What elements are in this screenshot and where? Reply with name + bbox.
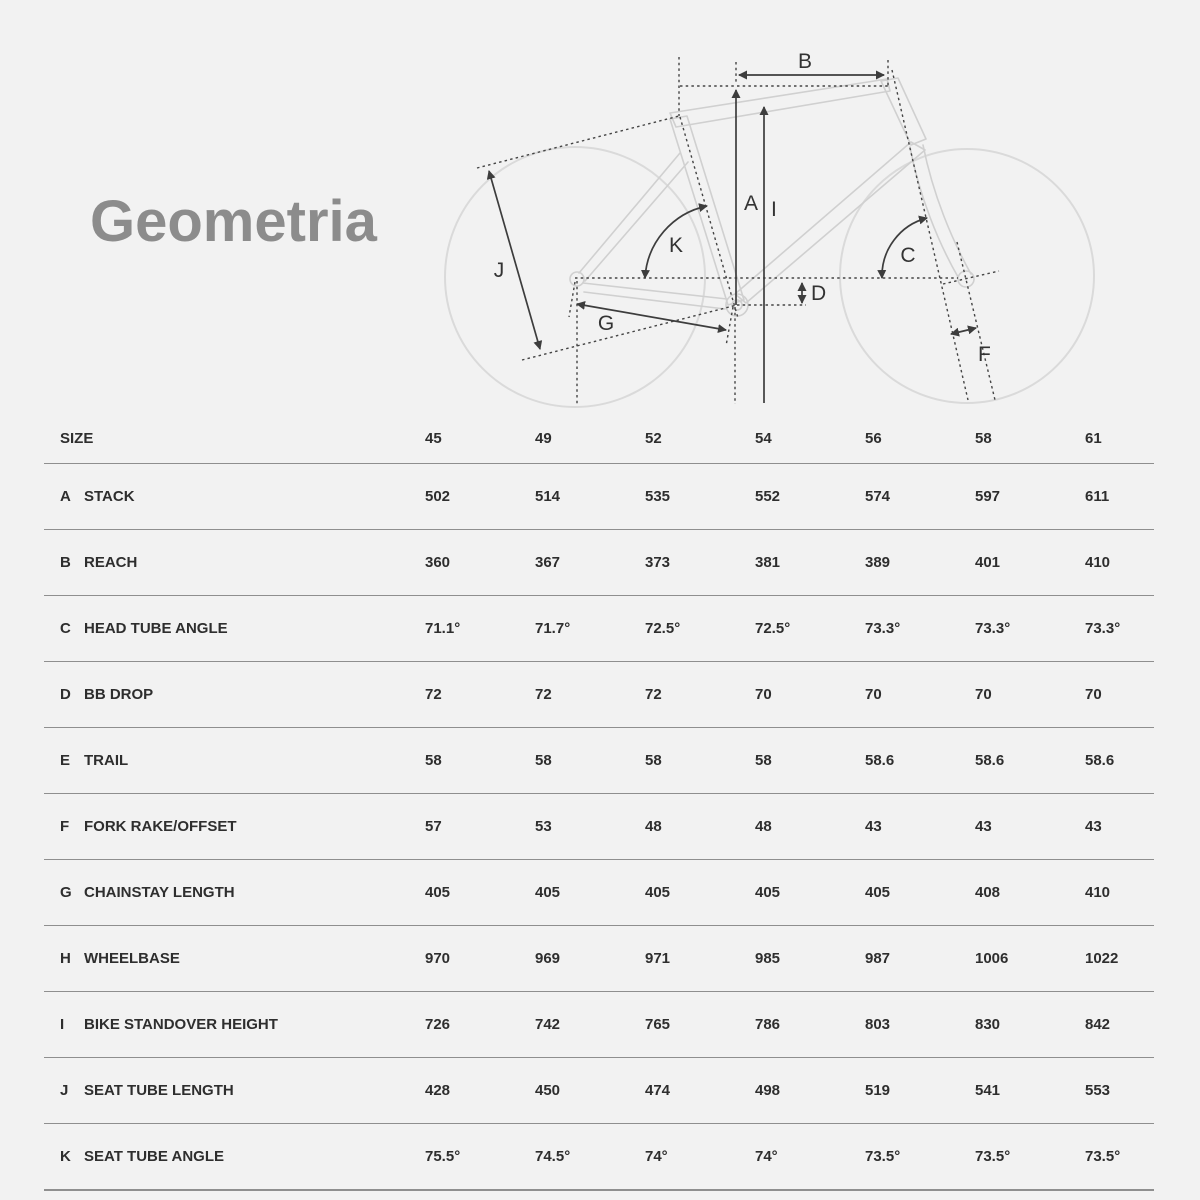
chainstay-left-tick: [569, 282, 575, 317]
size-column-58: 58: [975, 429, 992, 447]
row-label-cell: [44, 1148, 425, 1165]
geometry-value: 57: [425, 818, 442, 835]
geometry-value: 405: [535, 884, 561, 901]
row-key: I: [60, 1016, 65, 1033]
bike-geometry-diagram: [0, 0, 1200, 420]
row-label: BIKE STANDOVER HEIGHT: [84, 1016, 278, 1033]
row-key: J: [60, 1082, 69, 1099]
geometry-value: 786: [755, 1016, 781, 1033]
frame-outline: [570, 78, 974, 316]
geometry-value: 43: [975, 818, 992, 835]
table-row: [44, 595, 1154, 661]
geometry-value: 803: [865, 1016, 891, 1033]
size-column-49: 49: [535, 429, 552, 447]
size-header-label: SIZE: [60, 429, 94, 447]
geometry-value: 373: [645, 554, 671, 571]
table-row: [44, 529, 1154, 595]
geometry-value: 72: [425, 686, 442, 703]
geometry-value: 410: [1085, 884, 1111, 901]
row-label-cell: [44, 686, 425, 703]
size-column-45: 45: [425, 429, 442, 447]
geometry-value: 74°: [755, 1148, 778, 1165]
row-key: D: [60, 686, 71, 703]
geometry-value: 72: [535, 686, 552, 703]
geometry-value: 553: [1085, 1082, 1111, 1099]
geometry-value: 498: [755, 1082, 781, 1099]
geometry-value: 611: [1085, 488, 1110, 505]
geometry-value: 519: [865, 1082, 891, 1099]
table-row: [44, 925, 1154, 991]
geometry-value: 70: [975, 686, 992, 703]
table-header-row: [44, 413, 1154, 463]
geometry-value: 405: [425, 884, 451, 901]
geometry-value: 72.5°: [755, 620, 791, 637]
geometry-value: 71.7°: [535, 620, 571, 637]
row-label: WHEELBASE: [84, 950, 180, 967]
row-key: B: [60, 554, 71, 571]
row-label: STACK: [84, 488, 135, 505]
label-G: G: [597, 312, 615, 335]
table-row: [44, 991, 1154, 1057]
row-label: REACH: [84, 554, 138, 571]
geometry-value: 514: [535, 488, 561, 505]
steering-axis-line: [892, 70, 968, 400]
geometry-value: 742: [535, 1016, 561, 1033]
geometry-value: 73.3°: [1085, 620, 1121, 637]
table-row: [44, 793, 1154, 859]
geometry-value: 73.3°: [865, 620, 901, 637]
geometry-value: 72: [645, 686, 662, 703]
row-label: BB DROP: [84, 686, 154, 703]
wheel-outlines: [445, 147, 1094, 407]
row-label-cell: [44, 884, 425, 901]
row-label: FORK RAKE/OFFSET: [84, 818, 237, 835]
geometry-value: 58: [755, 752, 772, 769]
geometry-value: 541: [975, 1082, 1001, 1099]
geometry-value: 597: [975, 488, 1001, 505]
geometry-value: 405: [865, 884, 891, 901]
geometry-value: 70: [755, 686, 772, 703]
geometry-value: 474: [645, 1082, 671, 1099]
geometry-value: 48: [755, 818, 772, 835]
seat-axis-line: [680, 117, 738, 318]
geometry-value: 502: [425, 488, 451, 505]
geometry-value: 72.5°: [645, 620, 681, 637]
geometry-value: 73.5°: [1085, 1148, 1121, 1165]
geometry-value: 428: [425, 1082, 451, 1099]
geometry-value: 58: [425, 752, 442, 769]
geometry-value: 1006: [975, 950, 1009, 967]
geometry-value: 985: [755, 950, 781, 967]
fork-blade-left: [910, 147, 958, 277]
row-label-cell: [44, 620, 425, 637]
geometry-value: 970: [425, 950, 451, 967]
geometry-value: 73.5°: [975, 1148, 1011, 1165]
geometry-value: 574: [865, 488, 891, 505]
seat-stay-lower: [585, 162, 688, 281]
row-label-cell: [44, 950, 425, 967]
geometry-value: 53: [535, 818, 552, 835]
geometry-value: 367: [535, 554, 561, 571]
row-label: TRAIL: [84, 752, 129, 769]
diagram-labels: [494, 50, 991, 366]
front-wheel: [840, 149, 1094, 403]
geometry-value: 381: [755, 554, 781, 571]
geometry-value: 70: [1085, 686, 1102, 703]
geometry-value: 58.6: [1085, 752, 1115, 769]
geometry-value: 401: [975, 554, 1001, 571]
construction-lines: [477, 57, 999, 404]
geometry-value: 971: [645, 950, 671, 967]
size-column-52: 52: [645, 429, 662, 447]
label-I: I: [771, 198, 777, 221]
row-key: H: [60, 950, 71, 967]
geometry-value: 765: [645, 1016, 671, 1033]
geometry-value: 73.3°: [975, 620, 1011, 637]
geometry-value: 74.5°: [535, 1148, 571, 1165]
label-A: A: [744, 192, 759, 215]
size-column-61: 61: [1085, 429, 1102, 447]
geometry-value: 405: [755, 884, 781, 901]
geometry-value: 552: [755, 488, 781, 505]
table-row: [44, 859, 1154, 925]
table-row: [44, 1123, 1154, 1189]
geometry-value: 969: [535, 950, 561, 967]
row-label: SEAT TUBE LENGTH: [84, 1082, 234, 1099]
row-key: K: [60, 1148, 71, 1165]
row-label-cell: [44, 818, 425, 835]
geometry-value: 360: [425, 554, 451, 571]
geometry-value: 58.6: [865, 752, 895, 769]
rear-axle: [570, 272, 584, 286]
geometry-value: 71.1°: [425, 620, 461, 637]
geometry-value: 48: [645, 818, 662, 835]
row-key: C: [60, 620, 71, 637]
label-K: K: [668, 234, 684, 257]
size-column-56: 56: [865, 429, 882, 447]
geometry-value: 726: [425, 1016, 451, 1033]
row-key: E: [60, 752, 71, 769]
row-label: HEAD TUBE ANGLE: [84, 620, 228, 637]
row-label-cell: [44, 752, 425, 769]
row-label-cell: [44, 488, 425, 505]
bike-geometry-svg: [0, 0, 1200, 420]
label-C: C: [900, 244, 916, 267]
label-B: B: [797, 50, 813, 73]
size-column-54: 54: [755, 429, 772, 447]
geometry-table: [44, 413, 1154, 1191]
geometry-value: 408: [975, 884, 1001, 901]
row-label-cell: [44, 1016, 425, 1033]
table-row: [44, 661, 1154, 727]
geometry-value: 450: [535, 1082, 561, 1099]
geometry-value: 842: [1085, 1016, 1111, 1033]
size-header-cell: [44, 430, 425, 447]
geometry-value: 1022: [1085, 950, 1119, 967]
geometry-value: 405: [645, 884, 671, 901]
geometry-value: 987: [865, 950, 891, 967]
geometry-value: 43: [865, 818, 882, 835]
seat-length-top-tick: [477, 116, 679, 168]
geometry-value: 535: [645, 488, 671, 505]
geometry-value: 58.6: [975, 752, 1005, 769]
table-body: [44, 463, 1154, 1189]
row-label-cell: [44, 1082, 425, 1099]
geometry-value: 73.5°: [865, 1148, 901, 1165]
table-row: [44, 463, 1154, 529]
geometry-value: 70: [865, 686, 882, 703]
rear-wheel: [445, 147, 705, 407]
geometry-value: 58: [645, 752, 662, 769]
geometry-value: 43: [1085, 818, 1102, 835]
table-row: [44, 1057, 1154, 1123]
label-J: J: [493, 259, 505, 282]
geometry-value: 75.5°: [425, 1148, 461, 1165]
row-label-cell: [44, 554, 425, 571]
measure-fork-rake-F: [951, 328, 976, 334]
row-label: CHAINSTAY LENGTH: [84, 884, 235, 901]
head-tube: [881, 78, 926, 145]
row-key: A: [60, 488, 71, 505]
geometry-value: 410: [1085, 554, 1111, 571]
geometry-value: 389: [865, 554, 891, 571]
row-key: F: [60, 818, 70, 835]
page-title: Geometria: [90, 189, 377, 254]
seat-stay-upper: [579, 153, 680, 273]
geometry-value: 74°: [645, 1148, 668, 1165]
label-F: F: [978, 343, 991, 366]
row-key: G: [60, 884, 72, 901]
geometry-value: 830: [975, 1016, 1001, 1033]
geometry-value: 58: [535, 752, 552, 769]
table-row: [44, 727, 1154, 793]
row-label: SEAT TUBE ANGLE: [84, 1148, 225, 1165]
label-D: D: [811, 282, 827, 305]
measure-lines: [489, 75, 976, 403]
